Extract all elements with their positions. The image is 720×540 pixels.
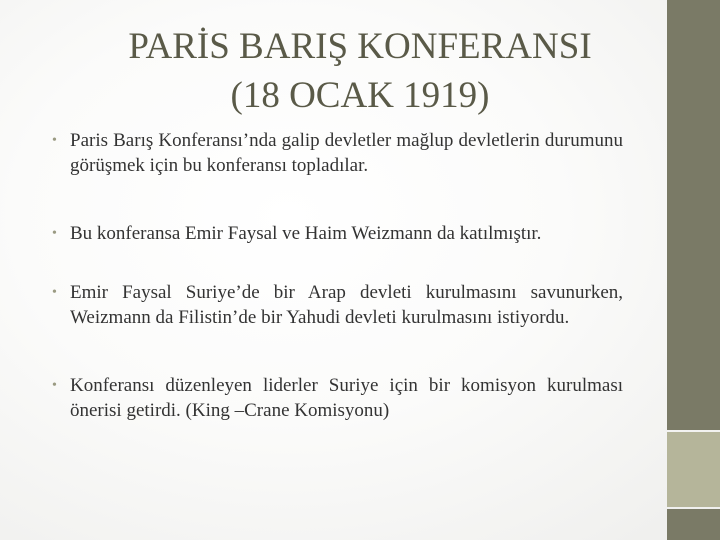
bullet-item: [48, 128, 623, 178]
bullet-list: [48, 128, 623, 423]
side-decoration-bar: [667, 0, 720, 540]
bullet-text: Bu konferansa Emir Faysal ve Haim Weizmann da katılmıştır.: [70, 223, 542, 244]
bullet-item: [48, 280, 623, 330]
bullet-marker: •: [52, 378, 57, 393]
title-line-2: (18 OCAK 1919): [230, 75, 490, 116]
bullet-marker: •: [52, 226, 57, 241]
bullet-item: [48, 221, 623, 246]
bullet-text: Paris Barış Konferansı’nda galip devletler mağlup devletlerin durumunu görüşmek için bu konferansı topladılar.: [70, 130, 623, 176]
side-bar-bottom-segment: [667, 509, 720, 540]
bullet-text: Emir Faysal Suriye’de bir Arap devleti kurulmasını savunurken, Weizmann da Filistin’de bir Yahudi devleti kurulmasını istiyordu.: [70, 282, 623, 328]
bullet-marker: •: [52, 133, 57, 148]
slide-title: [60, 22, 660, 120]
bullet-text: Konferansı düzenleyen liderler Suriye için bir komisyon kurulması önerisi getirdi. (King –Crane Komisyonu): [70, 375, 623, 421]
side-bar-middle-segment: [667, 432, 720, 507]
side-bar-top-segment: [667, 0, 720, 430]
bullet-item: [48, 373, 623, 423]
title-line-1: PARİS BARIŞ KONFERANSI: [128, 26, 592, 67]
bullet-marker: •: [52, 285, 57, 300]
